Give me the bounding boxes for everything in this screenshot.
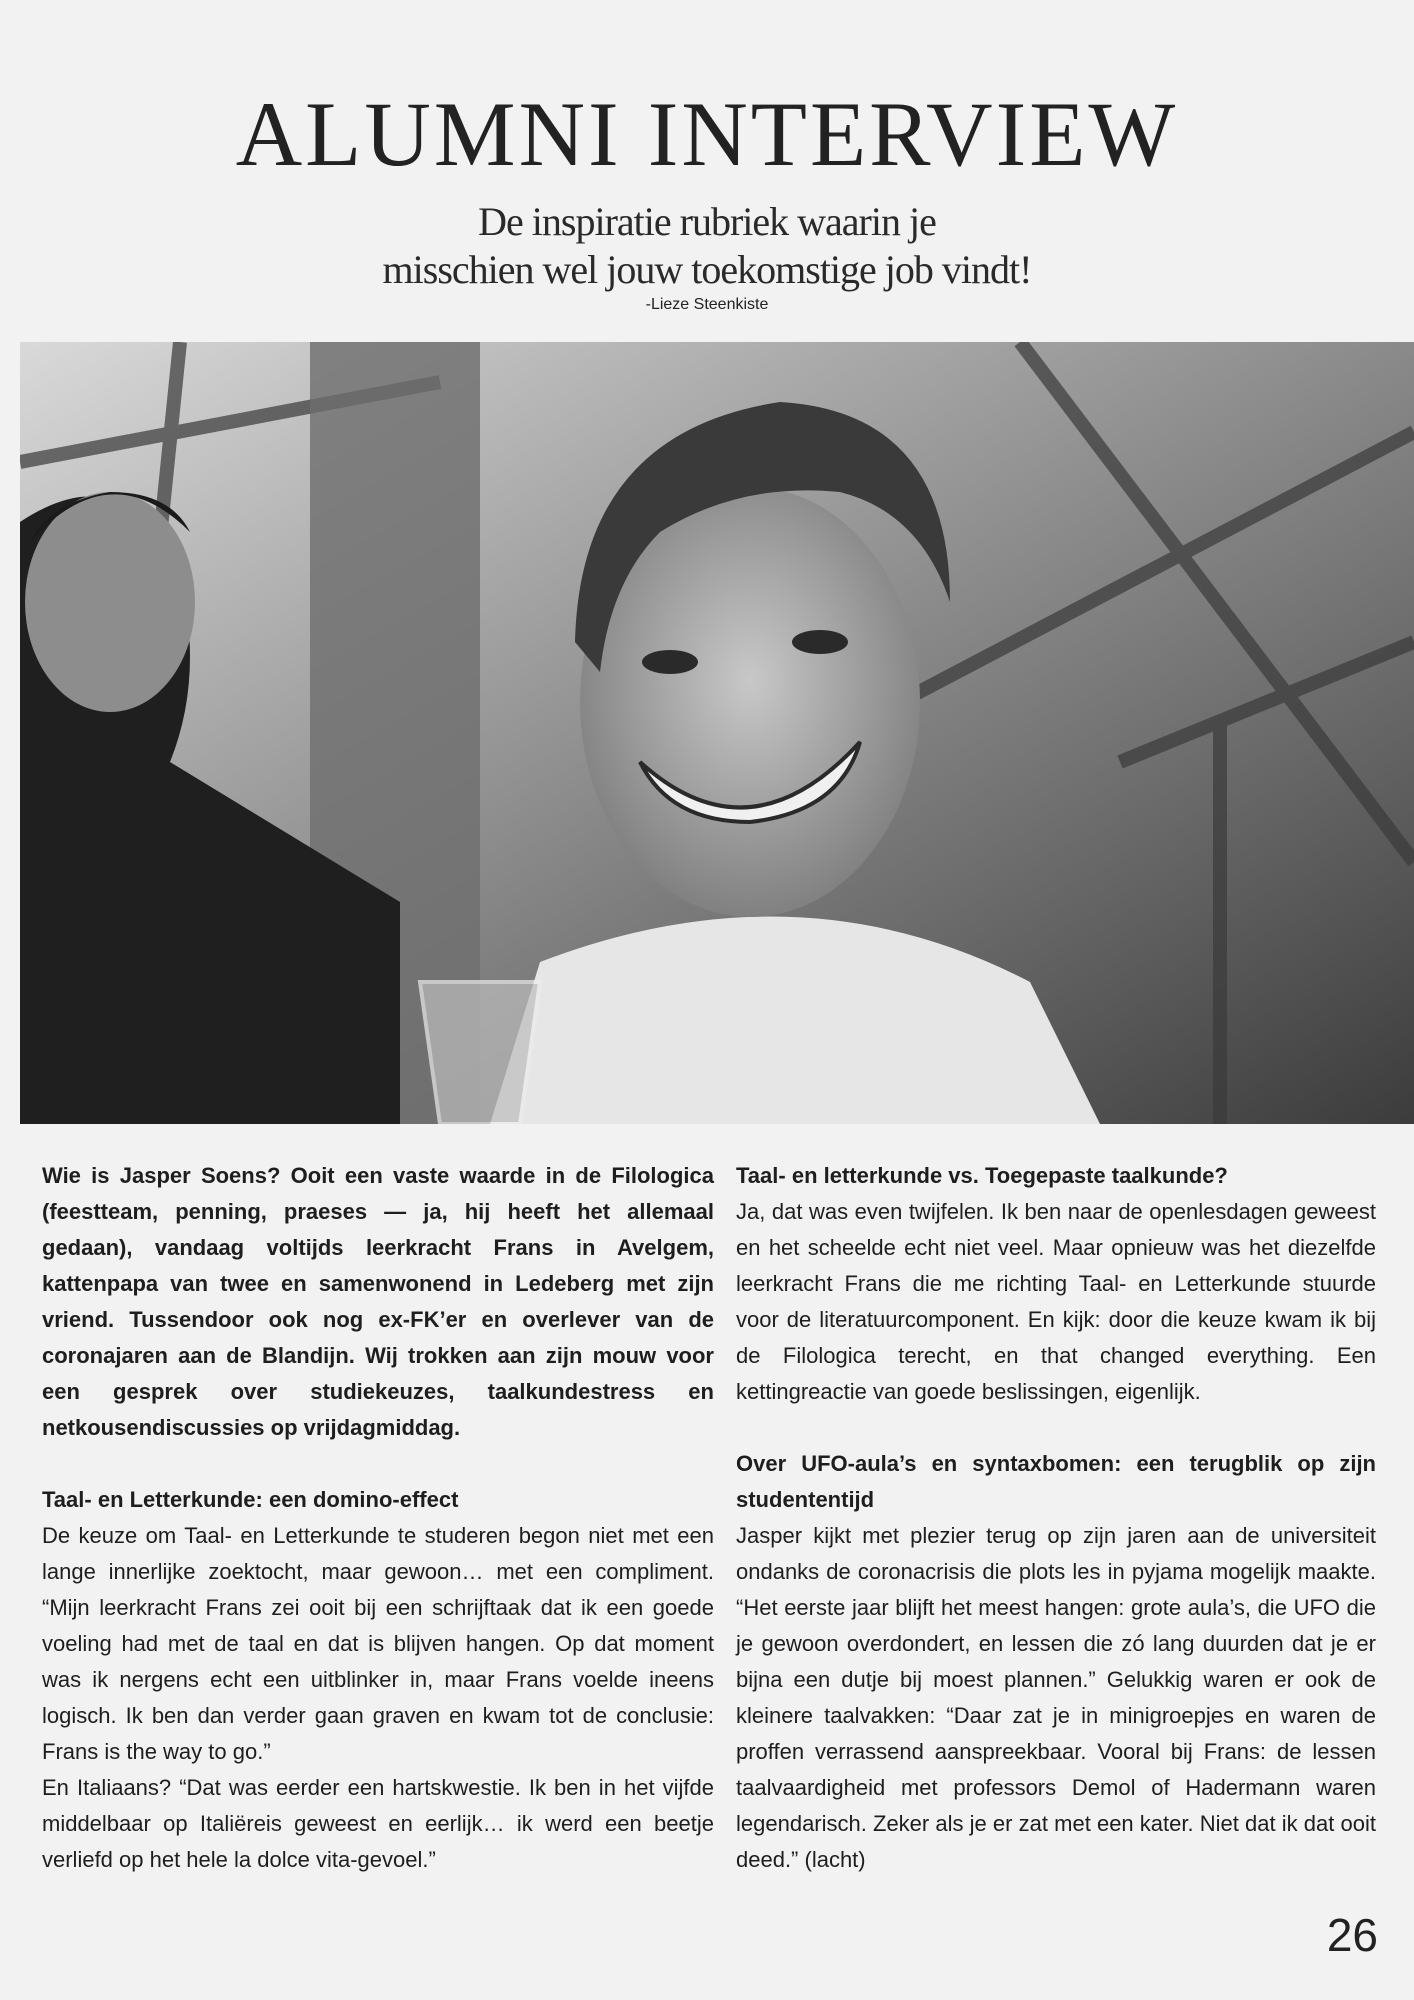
photo-illustration: [20, 342, 1414, 1124]
body-paragraph: Ja, dat was even twijfelen. Ik ben naar de openlesdagen geweest en het scheelde echt niet veel. Maar opnieuw was het diezelfde leerkracht Frans die me richting Taal- en Letterkunde stuurde voor de literatuurcomponent. En kijk: door die keuze kwam ik bij de Filologica terecht, en that changed everything. Een kettingreactie van goede beslissingen, eigenlijk.: [736, 1199, 1376, 1404]
body-paragraph: De keuze om Taal- en Letterkunde te studeren begon niet met een lange innerlijke zoektocht, maar gewoon… met een compliment. “Mijn leerkracht Frans zei ooit bij een schrijftaak dat ik een goede voeling had met de taal en dat is blijven hangen. Op dat moment was ik nergens echt een uitblinker in, maar Frans voelde ineens logisch. Ik ben dan verder gaan graven en kwam tot de conclusie: Frans is the way to go.”: [42, 1523, 714, 1764]
section-heading-domino: Taal- en Letterkunde: een domino-effect: [42, 1487, 459, 1512]
section-heading-vs: Taal- en letterkunde vs. Toegepaste taalkunde?: [736, 1163, 1228, 1188]
subtitle: [0, 198, 1414, 294]
portrait-photo: [20, 342, 1414, 1124]
page-number: 26: [1326, 1909, 1378, 1961]
author-credit: -Lieze Steenkiste: [645, 296, 769, 313]
intro-paragraph: Wie is Jasper Soens? Ooit een vaste waarde in de Filologica (feestteam, penning, praeses — ja, hij heeft het allemaal gedaan), vandaag voltijds leerkracht Frans in Avelgem, kattenpapa van twee en samenwonend in Ledeberg met zijn vriend. Tussendoor ook nog ex-FK’er en overlever van de coronajaren aan de Blandijn. Wij trokken aan zijn mouw voor een gesprek over studiekeuzes, taalkundestress en netkousendiscussies op vrijdagmiddag.: [42, 1163, 714, 1440]
body-paragraph: Jasper kijkt met plezier terug op zijn jaren aan de universiteit ondanks de coronacrisis die plots les in pyjama mogelijk maakte. “Het eerste jaar blijft het meest hangen: grote aula’s, die UFO die je gewoon overdondert, en lessen die zó lang duurden dat je er bijna een dutje bij moest plannen.” Gelukkig waren er ook de kleinere taalvakken: “Daar zat je in minigroepjes en waren de proffen verrassend aanspreekbaar. Vooral bij Frans: de lessen taalvaardigheid met professors Demol of Hadermann waren legendarisch. Zeker als je er zat met een kater. Niet dat ik dat ooit deed.” (lacht): [736, 1523, 1376, 1872]
body-paragraph: En Italiaans? “Dat was eerder een hartskwestie. Ik ben in het vijfde middelbaar op Italiëreis geweest en eerlijk… ik werd een beetje verliefd op het hele la dolce vita-gevoel.”: [42, 1775, 714, 1872]
subtitle-line-1: De inspiratie rubriek waarin je: [478, 199, 936, 244]
page-title: ALUMNI INTERVIEW: [235, 83, 1179, 185]
section-heading-ufo: Over UFO-aula’s en syntaxbomen: een terugblik op zijn studententijd: [736, 1451, 1376, 1512]
left-column: [42, 1158, 714, 1878]
right-column: [736, 1158, 1376, 1878]
subtitle-line-2: misschien wel jouw toekomstige job vindt!: [382, 247, 1032, 292]
